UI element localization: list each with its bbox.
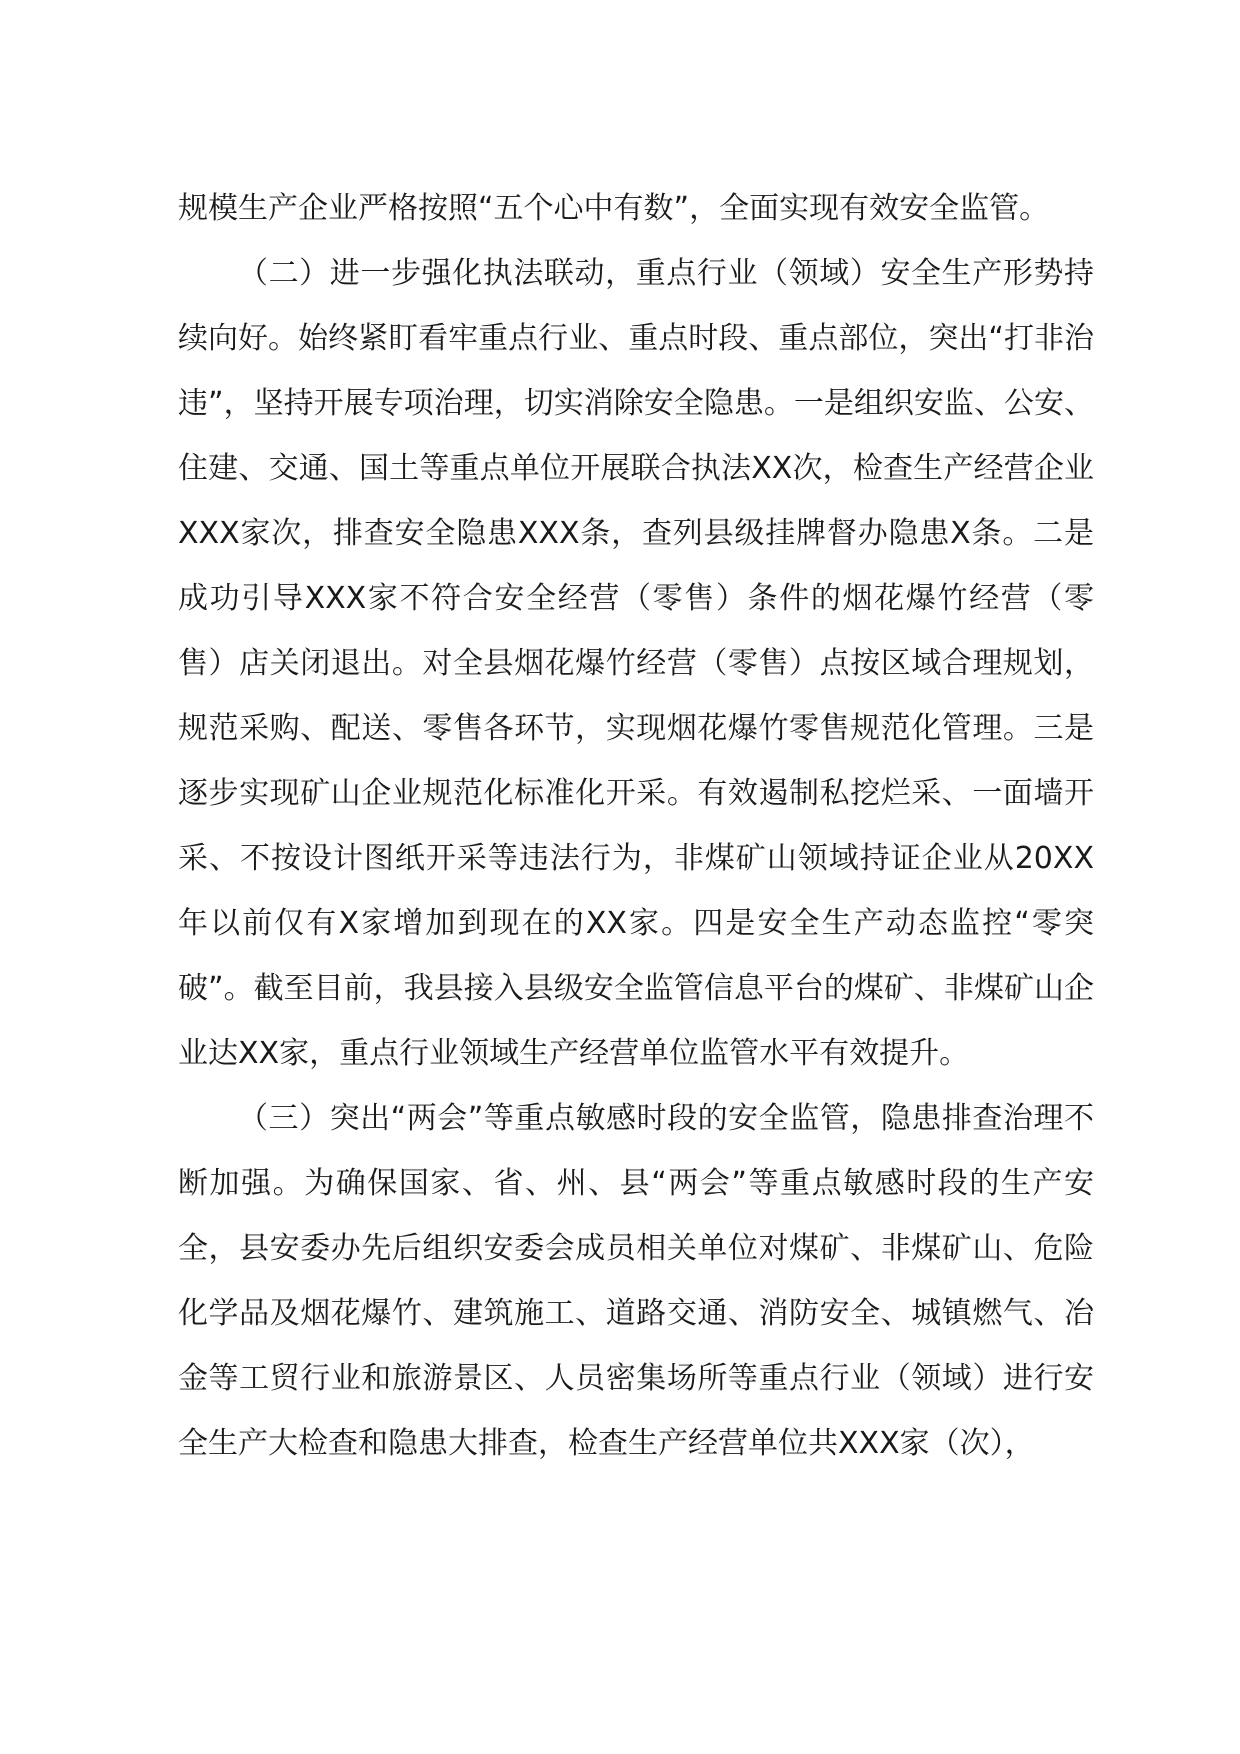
paragraph-section-3: （三）突出“两会”等重点敏感时段的安全监管，隐患排查治理不断加强。为确保国家、省、州、县“两会”等重点敏感时段的生产安全，县安委办先后组织安委会成员相关单位对煤矿、非煤矿山、危险化学品及烟花爆竹、建筑施工、道路交通、消防安全、城镇燃气、冶金等工贸行业和旅游景区、人员密集场所等重点行业（领域）进行安全生产大检查和隐患大排查，检查生产经营单位共XXX家（次）， <box>178 1101 1094 1461</box>
document-body <box>178 176 1094 1476</box>
paragraph-continuation: 规模生产企业严格按照“五个心中有数”，全面实现有效安全监管。 <box>178 191 1050 226</box>
paragraph-section-2: （二）进一步强化执法联动，重点行业（领域）安全生产形势持续向好。始终紧盯看牢重点行业、重点时段、重点部位，突出“打非治违”，坚持开展专项治理，切实消除安全隐患。一是组织安监、公安、住建、交通、国土等重点单位开展联合执法XX次，检查生产经营企业XXX家次，排查安全隐患XXX条，查列县级挂牌督办隐患X条。二是成功引导XXX家不符合安全经营（零售）条件的烟花爆竹经营（零售）店关闭退出。对全县烟花爆竹经营（零售）点按区域合理规划，规范采购、配送、零售各环节，实现烟花爆竹零售规范化管理。三是逐步实现矿山企业规范化标准化开采。有效遏制私挖烂采、一面墙开采、不按设计图纸开采等违法行为，非煤矿山领域持证企业从20XX年以前仅有X家增加到现在的XX家。四是安全生产动态监控“零突破”。截至目前，我县接入县级安全监管信息平台的煤矿、非煤矿山企业达XX家，重点行业领域生产经营单位监管水平有效提升。 <box>178 256 1094 1071</box>
